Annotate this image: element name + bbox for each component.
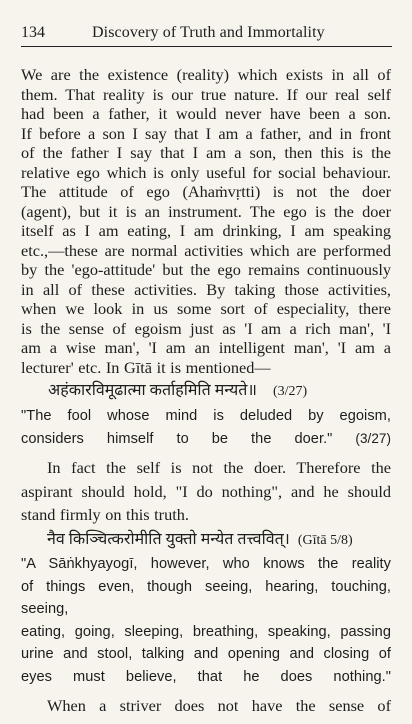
paragraph-1-line: etc.,—these are normal activities which are performed <box>21 240 391 260</box>
page-number: 134 <box>21 24 45 41</box>
paragraph-3-line: When a striver does not have the sense of <box>47 696 391 715</box>
paragraph-1-line: The attitude of ego (Ahaṁvṛtti) is not the doer <box>21 182 391 202</box>
verse-2-reference: (Gītā 5/8) <box>297 533 353 548</box>
paragraph-2-line: stand firmly on this truth. <box>21 505 189 525</box>
paragraph-1-line: lecturer' etc. In Gītā it is mentioned— <box>21 357 271 377</box>
paragraph-1-line: itself as I am eating, I am drinking, I am speaking <box>21 221 391 241</box>
quote-2-line: eyes must believe, that he does nothing." <box>21 668 391 685</box>
paragraph-2-line: In fact the self is not the doer. Therefore the <box>47 458 391 477</box>
sanskrit-verse-2 <box>47 529 390 552</box>
paragraph-1-line: We are the existence (reality) which exists in all of <box>21 65 391 84</box>
paragraph-1-line: of the father I say that I am a son, then this is the <box>21 143 391 163</box>
paragraph-2-line: aspirant should hold, "I do nothing", and he should <box>21 481 391 501</box>
paragraph-1-line: If before a son I say that I am a father, and in front <box>21 123 391 143</box>
quote-1-line-text: considers himself to be the doer." <box>21 430 333 447</box>
verse-2-text: नैव किञ्चित्करोमीति युक्तो मन्येत तत्त्ववित्। <box>47 531 290 548</box>
running-title: Discovery of Truth and Immortality <box>92 24 325 41</box>
paragraph-1-line: in all of these activities. By taking those activities, <box>21 279 391 299</box>
quote-2-line: "A Sāṅkhyayogī, however, who knows the reality <box>21 556 391 572</box>
paragraph-2 <box>21 456 391 527</box>
paragraph-1-line: when we look in us some sort of especiality, there <box>21 299 391 319</box>
page-header <box>21 22 392 47</box>
sanskrit-verse-1 <box>48 380 391 403</box>
paragraph-1-line: is the sense of egoism just as 'I am a rich man', 'I <box>21 318 391 338</box>
quote-2-line: of things even, though seeing, hearing, touching, seeing, <box>21 578 391 617</box>
quote-1-reference: (3/27) <box>355 430 391 446</box>
paragraph-1-line: (agent), but it is an instrument. The ego is the doer <box>21 201 391 221</box>
paragraph-3 <box>21 694 391 718</box>
quote-2-line: urine and stool, talking and opening and closing of <box>21 646 391 662</box>
paragraph-1-line: them. That reality is our true nature. If our real self <box>21 84 391 104</box>
paragraph-1-line: had been a father, it would never have been a son. <box>21 104 391 124</box>
paragraph-1 <box>21 65 391 377</box>
verse-1-reference: (3/27) <box>272 384 308 399</box>
quote-2-line: eating, going, sleeping, breathing, speaking, passing <box>21 623 391 640</box>
paragraph-1-line: by the 'ego-attitude' but the ego remains continuously <box>21 260 391 280</box>
quote-2 <box>21 553 391 688</box>
quote-1 <box>21 405 391 450</box>
quote-1-line <box>21 428 391 451</box>
verse-1-text: अहंकारविमूढात्मा कर्ताहमिति मन्यते॥ <box>48 382 257 399</box>
quote-1-line: "The fool whose mind is deluded by egoism, <box>21 408 391 424</box>
paragraph-1-line: am a wise man', 'I am an intelligent man', 'I am a <box>21 338 391 358</box>
paragraph-1-line: relative ego which is only useful for social behaviour. <box>21 162 391 182</box>
